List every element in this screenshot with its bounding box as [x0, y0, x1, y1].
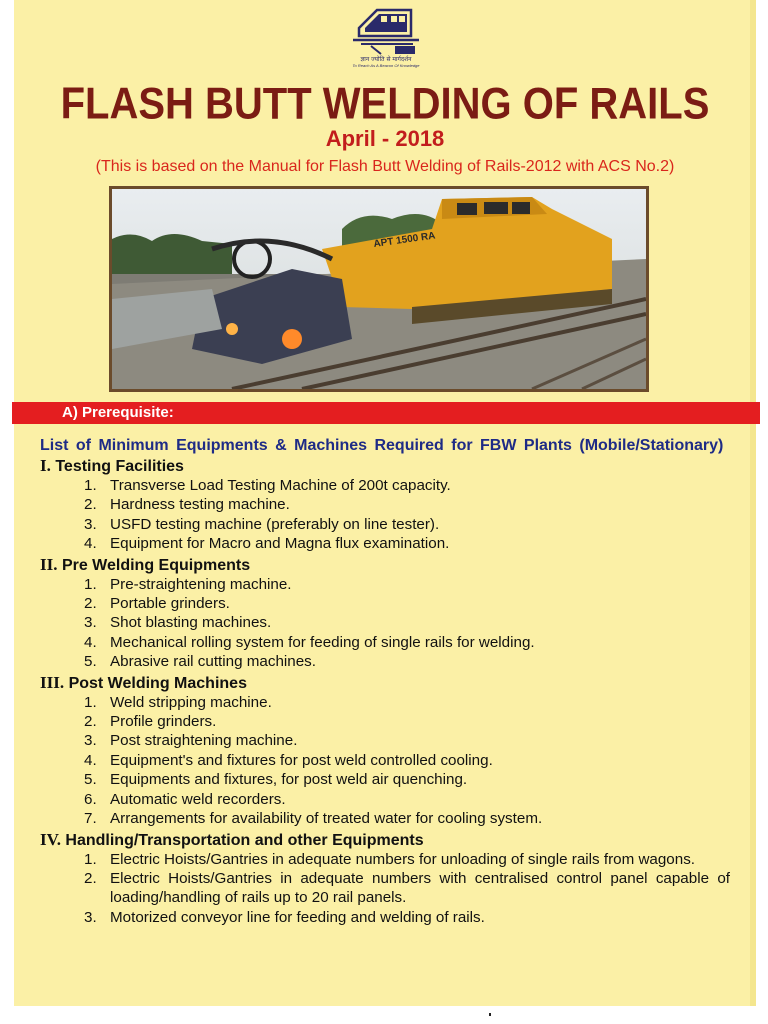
item-number: 2. — [84, 713, 97, 731]
item-text: Weld stripping machine. — [110, 693, 272, 711]
item-text: Transverse Load Testing Machine of 200t capacity. — [110, 477, 451, 494]
item-number: 1. — [84, 575, 97, 593]
section-title: Testing Facilities — [55, 458, 184, 475]
item-text: Electric Hoists/Gantries in adequate numbers with centralised control panel capable of loading/handling of rails up to 20 rail panels. — [110, 869, 730, 907]
item-text: Automatic weld recorders. — [110, 790, 286, 808]
list-item — [40, 731, 730, 750]
item-number: 2. — [84, 869, 97, 887]
item-text: Shot blasting machines. — [110, 614, 272, 632]
item-number: 1. — [84, 693, 97, 711]
item-number: 3. — [84, 515, 97, 533]
item-text: Mechanical rolling system for feeding of single rails for welding. — [110, 633, 535, 651]
item-text: Pre-straightening machine. — [110, 575, 292, 593]
item-number: 5. — [84, 771, 97, 789]
post-welding-list — [40, 693, 730, 829]
list-item — [40, 809, 730, 828]
section-title: Handling/Transportation and other Equipments — [65, 831, 424, 849]
item-text: Arrangements for availability of treated water for cooling system. — [110, 810, 543, 828]
train-emblem-icon — [351, 6, 421, 56]
item-number: 2. — [84, 595, 97, 613]
list-item — [40, 751, 730, 770]
item-number: 4. — [84, 535, 97, 553]
list-item — [40, 575, 730, 594]
logo-motto-english: To Reach As A Beacon Of Knowledge — [352, 63, 420, 68]
list-item — [40, 770, 730, 789]
item-number: 1. — [84, 477, 97, 494]
section-pre-welding — [40, 555, 730, 575]
list-item — [40, 869, 730, 908]
section-title: Post Welding Machines — [68, 674, 247, 692]
list-item — [40, 534, 730, 553]
section-post-welding — [40, 673, 730, 693]
equipment-list — [40, 436, 730, 927]
list-item — [40, 652, 730, 671]
testing-facilities-list — [40, 476, 730, 554]
list-item — [40, 476, 730, 495]
item-number: 4. — [84, 633, 97, 651]
welding-machine-image — [112, 189, 646, 389]
section-numeral: I. — [40, 456, 51, 475]
list-item — [40, 908, 730, 927]
list-item — [40, 850, 730, 869]
list-item — [40, 515, 730, 534]
item-text: USFD testing machine (preferably on line tester). — [110, 515, 440, 533]
section-testing-facilities — [40, 456, 730, 476]
page-subtitle: (This is based on the Manual for Flash Butt Welding of Rails-2012 with ACS No.2) — [95, 158, 675, 175]
item-text: Electric Hoists/Gantries in adequate numbers for unloading of single rails from wagons. — [110, 850, 696, 868]
pre-welding-list — [40, 575, 730, 672]
list-item — [40, 495, 730, 514]
section-bar-label: A) Prerequisite: — [62, 404, 174, 421]
list-item — [40, 693, 730, 712]
item-number: 2. — [84, 496, 97, 514]
list-item — [40, 790, 730, 809]
list-heading: List of Minimum Equipments & Machines Required for FBW Plants (Mobile/Stationary) — [40, 437, 724, 454]
loco-label: APT 1500 RA — [372, 230, 437, 250]
welding-machine-photo — [109, 186, 649, 392]
list-item — [40, 712, 730, 731]
rdso-logo — [346, 6, 426, 76]
item-text: Hardness testing machine. — [110, 496, 290, 514]
stray-mark — [489, 1013, 491, 1016]
item-number: 6. — [84, 790, 97, 808]
item-number: 1. — [84, 850, 97, 868]
section-title: Pre Welding Equipments — [61, 556, 251, 574]
brochure-page — [14, 0, 756, 1006]
item-number: 3. — [84, 614, 97, 632]
item-text: Motorized conveyor line for feeding and welding of rails. — [110, 908, 485, 926]
item-number: 3. — [84, 732, 97, 750]
item-number: 4. — [84, 751, 97, 769]
section-numeral: II. — [40, 554, 58, 574]
list-item — [40, 594, 730, 613]
list-item — [40, 613, 730, 632]
item-text: Equipment's and fixtures for post weld controlled cooling. — [110, 751, 493, 769]
section-bar-prerequisite — [12, 402, 760, 424]
section-handling — [40, 830, 730, 850]
list-item — [40, 633, 730, 652]
item-text: Abrasive rail cutting machines. — [110, 653, 316, 671]
item-text: Post straightening machine. — [110, 732, 298, 750]
publication-date: April - 2018 — [325, 126, 445, 151]
item-number: 5. — [84, 653, 97, 671]
handling-list — [40, 850, 730, 928]
logo-motto-hindi: ज्ञान ज्योति से मार्गदर्शन — [360, 56, 412, 63]
item-text: Profile grinders. — [110, 713, 217, 731]
item-text: Equipment for Macro and Magna flux examination. — [110, 535, 450, 553]
item-text: Equipments and fixtures, for post weld air quenching. — [110, 771, 468, 789]
item-number: 3. — [84, 908, 97, 926]
item-text: Portable grinders. — [110, 595, 230, 613]
page-title: FLASH BUTT WELDING OF RAILS — [60, 79, 710, 129]
item-number: 7. — [84, 810, 97, 828]
section-numeral: III. — [40, 672, 65, 692]
section-numeral: IV. — [40, 829, 61, 849]
